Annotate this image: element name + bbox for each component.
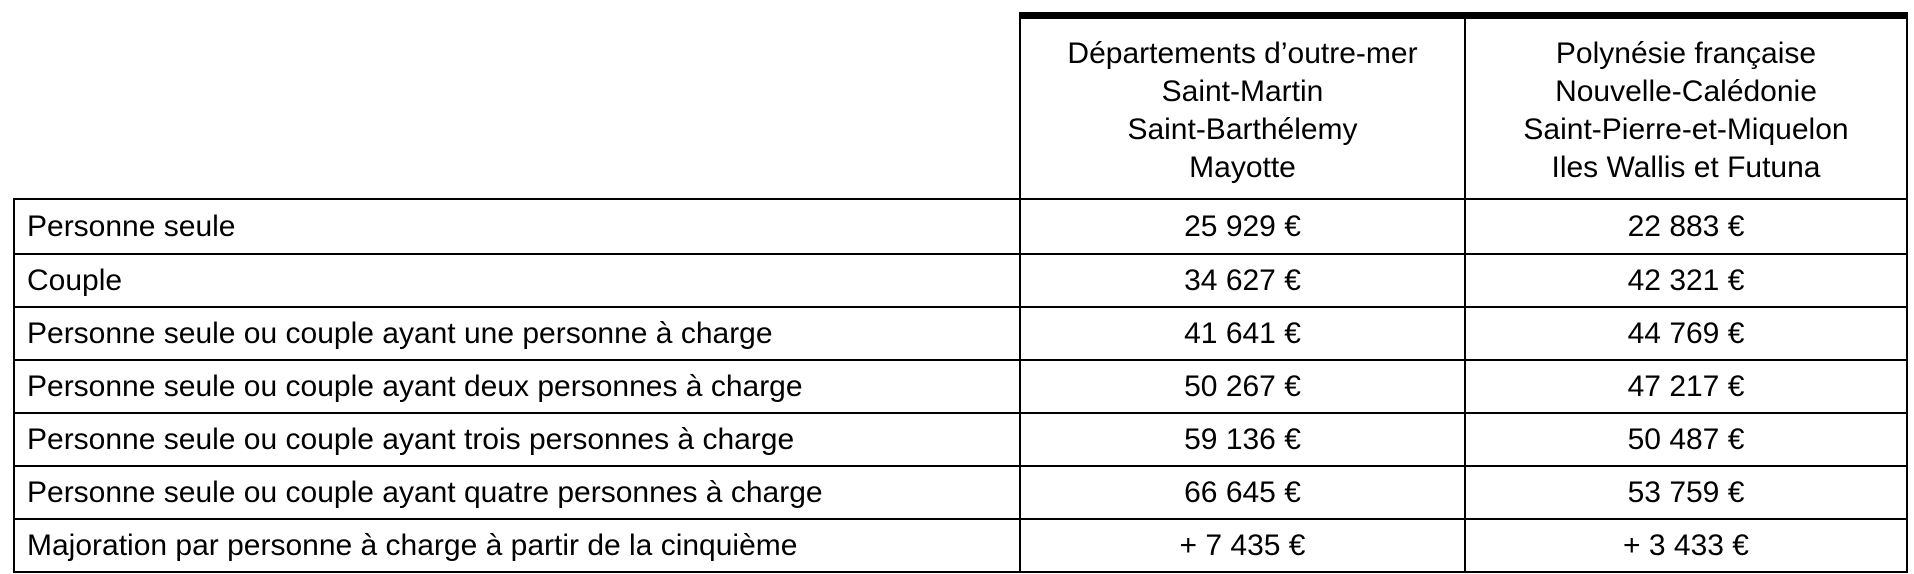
row-label: Personne seule ou couple ayant quatre personnes à charge <box>14 466 1020 519</box>
header-row <box>14 16 1907 200</box>
table-row <box>14 466 1907 519</box>
column-header-line: Nouvelle-Calédonie <box>1555 74 1817 108</box>
table-row <box>14 199 1907 254</box>
empty-corner-cell <box>14 16 1020 200</box>
amount-polynesia: 22 883 € <box>1465 199 1907 254</box>
row-label: Couple <box>14 254 1020 307</box>
table-row <box>14 254 1907 307</box>
amount-polynesia: + 3 433 € <box>1465 519 1907 572</box>
column-header-line: Saint-Martin <box>1161 74 1324 108</box>
amount-dom: 59 136 € <box>1020 413 1465 466</box>
column-header-line: Iles Wallis et Futuna <box>1551 150 1821 184</box>
column-header-line: Saint-Pierre-et-Miquelon <box>1523 112 1849 146</box>
amount-dom: 66 645 € <box>1020 466 1465 519</box>
amount-dom: 41 641 € <box>1020 307 1465 360</box>
row-label: Personne seule <box>14 199 1020 254</box>
amount-dom: 50 267 € <box>1020 360 1465 413</box>
amount-polynesia: 44 769 € <box>1465 307 1907 360</box>
row-label: Personne seule ou couple ayant une personne à charge <box>14 307 1020 360</box>
income-ceiling-table <box>13 12 1908 573</box>
amount-polynesia: 53 759 € <box>1465 466 1907 519</box>
column-header-dom <box>1020 16 1465 200</box>
table-body <box>14 199 1907 572</box>
amount-polynesia: 42 321 € <box>1465 254 1907 307</box>
row-label: Personne seule ou couple ayant trois personnes à charge <box>14 413 1020 466</box>
column-header-line: Mayotte <box>1189 150 1296 184</box>
column-header-line: Départements d’outre-mer <box>1067 36 1418 70</box>
row-label: Majoration par personne à charge à partir de la cinquième <box>14 519 1020 572</box>
table-row <box>14 519 1907 572</box>
table-row <box>14 307 1907 360</box>
amount-polynesia: 50 487 € <box>1465 413 1907 466</box>
column-header-line: Polynésie française <box>1555 36 1817 70</box>
table-row <box>14 413 1907 466</box>
amount-polynesia: 47 217 € <box>1465 360 1907 413</box>
table-row <box>14 360 1907 413</box>
amount-dom: + 7 435 € <box>1020 519 1465 572</box>
row-label: Personne seule ou couple ayant deux personnes à charge <box>14 360 1020 413</box>
table-header <box>14 16 1907 200</box>
amount-dom: 25 929 € <box>1020 199 1465 254</box>
column-header-line: Saint-Barthélemy <box>1127 112 1358 146</box>
amount-dom: 34 627 € <box>1020 254 1465 307</box>
column-header-polynesia <box>1465 16 1907 200</box>
